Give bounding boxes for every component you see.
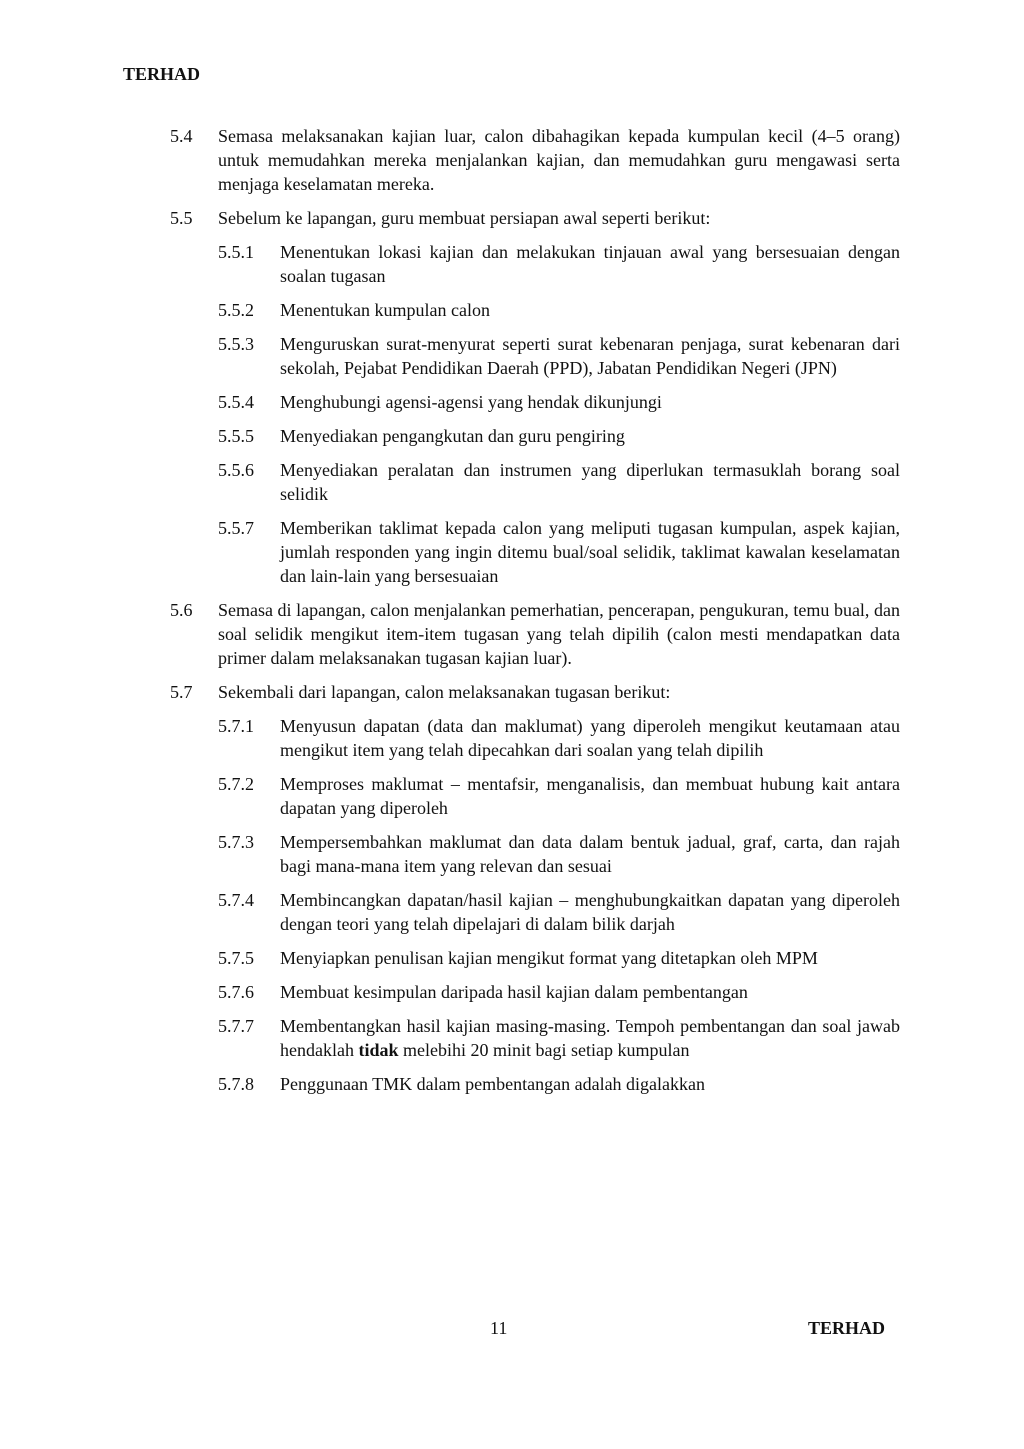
subsection-number: 5.7.7: [218, 1016, 254, 1036]
section-5-6: [170, 598, 900, 670]
subsection-5-7-3: [170, 830, 900, 878]
subsection-number: 5.5.7: [218, 518, 254, 538]
subsection-text-part: Membentangkan hasil kajian masing-masing. Tempoh pembentangan dan soal jawab hendaklah: [280, 1016, 900, 1060]
subsection-5-5-4: [170, 390, 900, 414]
subsection-number: 5.7.8: [218, 1074, 254, 1094]
subsection-text-part: melebihi 20 minit bagi setiap kumpulan: [398, 1040, 690, 1060]
subsection-5-7-7: [170, 1014, 900, 1062]
section-text: Sebelum ke lapangan, guru membuat persiapan awal seperti berikut:: [218, 208, 711, 228]
section-text: Sekembali dari lapangan, calon melaksanakan tugasan berikut:: [218, 682, 671, 702]
subsection-number: 5.5.4: [218, 392, 254, 412]
subsection-5-5-2: [170, 298, 900, 322]
subsection-number: 5.7.5: [218, 948, 254, 968]
subsection-text: Menyiapkan penulisan kajian mengikut format yang ditetapkan oleh MPM: [280, 948, 818, 968]
header-classification: TERHAD: [123, 64, 201, 84]
subsection-text: Membuat kesimpulan daripada hasil kajian dalam pembentangan: [280, 982, 748, 1002]
subsection-text: Menguruskan surat-menyurat seperti surat kebenaran penjaga, surat kebenaran dari sekolah, Pejabat Pendidikan Daerah (PPD), Jabatan Pendidikan Negeri (JPN): [280, 334, 900, 378]
subsection-text: [280, 1014, 900, 1062]
section-number: 5.5: [170, 208, 193, 228]
subsection-number: 5.5.5: [218, 426, 254, 446]
section-text: Semasa melaksanakan kajian luar, calon dibahagikan kepada kumpulan kecil (4–5 orang) untuk memudahkan mereka menjalankan kajian, dan memudahkan guru mengawasi serta menjaga keselamatan mereka.: [218, 126, 900, 194]
subsection-5-7-6: [170, 980, 900, 1004]
subsection-text: Penggunaan TMK dalam pembentangan adalah digalakkan: [280, 1074, 706, 1094]
subsection-text: Membincangkan dapatan/hasil kajian – menghubungkaitkan dapatan yang diperoleh dengan teori yang telah dipelajari di dalam bilik darjah: [280, 890, 900, 934]
subsection-number: 5.7.3: [218, 832, 254, 852]
subsection-text: Memproses maklumat – mentafsir, menganalisis, dan membuat hubung kait antara dapatan yang diperoleh: [280, 774, 900, 818]
section-5-7: [170, 680, 900, 704]
subsection-5-5-5: [170, 424, 900, 448]
subsection-number: 5.5.2: [218, 300, 254, 320]
subsection-number: 5.7.2: [218, 774, 254, 794]
subsection-number: 5.7.6: [218, 982, 254, 1002]
subsection-5-5-1: [170, 240, 900, 288]
document-body: [170, 124, 900, 1106]
subsection-number: 5.7.1: [218, 716, 254, 736]
page-number: 11: [490, 1318, 508, 1338]
section-text: Semasa di lapangan, calon menjalankan pemerhatian, pencerapan, pengukuran, temu bual, dan soal selidik mengikut item-item tugasan yang telah dipilih (calon mesti mendapatkan data primer dalam melaksanakan tugasan kajian luar).: [218, 600, 900, 668]
subsection-number: 5.7.4: [218, 890, 254, 910]
subsection-text: Memberikan taklimat kepada calon yang meliputi tugasan kumpulan, aspek kajian, jumlah responden yang ingin ditemu bual/soal selidik, taklimat kawalan keselamatan dan lain-lain yang bersesuaian: [280, 518, 900, 586]
section-number: 5.4: [170, 126, 193, 146]
section-5-4: [170, 124, 900, 196]
subsection-5-7-2: [170, 772, 900, 820]
subsection-5-7-5: [170, 946, 900, 970]
section-number: 5.6: [170, 600, 193, 620]
subsection-5-7-8: [170, 1072, 900, 1096]
subsection-number: 5.5.1: [218, 242, 254, 262]
subsection-text: Menghubungi agensi-agensi yang hendak dikunjungi: [280, 392, 662, 412]
subsection-5-5-3: [170, 332, 900, 380]
emphasis-text: tidak: [358, 1040, 399, 1060]
subsection-5-7-1: [170, 714, 900, 762]
subsection-text: Menentukan lokasi kajian dan melakukan tinjauan awal yang bersesuaian dengan soalan tugasan: [280, 242, 900, 286]
subsection-text: Menentukan kumpulan calon: [280, 300, 490, 320]
section-number: 5.7: [170, 682, 193, 702]
subsection-5-5-6: [170, 458, 900, 506]
subsection-text: Mempersembahkan maklumat dan data dalam bentuk jadual, graf, carta, dan rajah bagi mana-mana item yang relevan dan sesuai: [280, 832, 900, 876]
subsection-5-5-7: [170, 516, 900, 588]
subsection-number: 5.5.3: [218, 334, 254, 354]
footer-classification: TERHAD: [808, 1318, 886, 1338]
subsection-text: Menyediakan pengangkutan dan guru pengiring: [280, 426, 625, 446]
subsection-5-7-4: [170, 888, 900, 936]
section-5-5: [170, 206, 900, 230]
subsection-number: 5.5.6: [218, 460, 254, 480]
subsection-text: Menyusun dapatan (data dan maklumat) yang diperoleh mengikut keutamaan atau mengikut item yang telah dipecahkan dari soalan yang telah dipilih: [280, 716, 900, 760]
subsection-text: Menyediakan peralatan dan instrumen yang diperlukan termasuklah borang soal selidik: [280, 460, 900, 504]
